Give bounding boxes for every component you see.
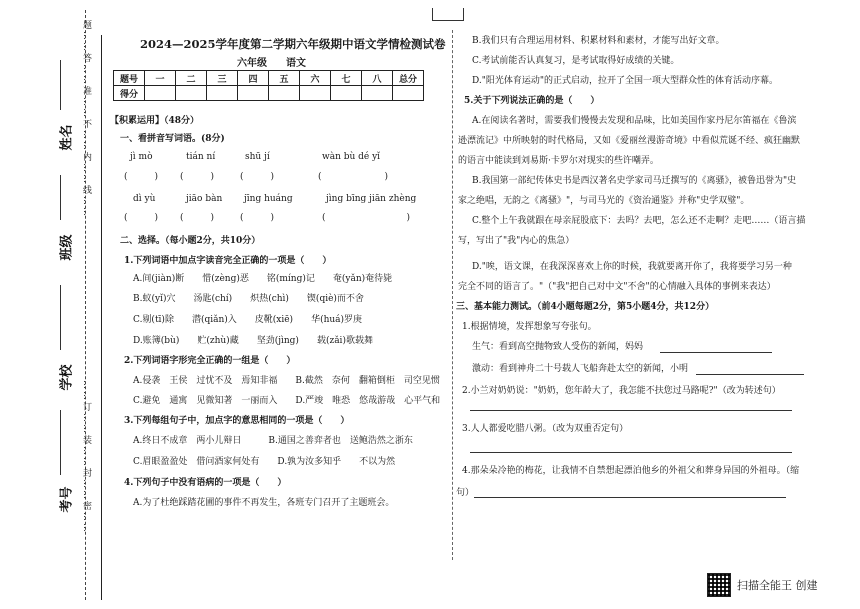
seal-text-top: 题……答……准……不……内……线…… bbox=[81, 20, 91, 218]
exam-number-label: 考号 bbox=[59, 486, 75, 513]
column-divider bbox=[452, 30, 453, 560]
answer-blank[interactable]: ( ) bbox=[180, 213, 215, 223]
answer-blank[interactable]: ( ) bbox=[124, 172, 159, 182]
class-field[interactable] bbox=[60, 175, 61, 220]
score-cell[interactable] bbox=[393, 86, 424, 101]
question-2-3: 3.下列每组句子中，加点字的意思相同的一项是（ ） bbox=[124, 416, 350, 426]
score-header-cell: 总分 bbox=[393, 71, 424, 86]
q2-5-a-line1[interactable]: A.在阅读名著时，需要我们慢慢去发现和品味，比如美国作家丹尼尔笛福在《鲁滨 bbox=[472, 116, 797, 126]
name-label: 姓名 bbox=[59, 124, 75, 151]
score-header-cell: 四 bbox=[238, 71, 269, 86]
answer-blank[interactable]: ( ) bbox=[124, 213, 159, 223]
score-header-cell: 六 bbox=[300, 71, 331, 86]
question-2-2: 2.下列词语字形完全正确的一组是（ ） bbox=[124, 356, 296, 366]
q2-4-option-a[interactable]: A.为了杜绝踩踏花圃的事件不再发生，各班专门召开了主题班会。 bbox=[133, 498, 395, 508]
q2-2-options-ab[interactable]: A.侵袭 王侯 过忧不及 焉知非福 B.截然 奈何 翻箱倒柜 司空见惯 bbox=[133, 376, 440, 386]
name-field[interactable] bbox=[60, 60, 61, 110]
q2-5-c-line2[interactable]: 写，写出了"我"内心的焦急） bbox=[458, 236, 575, 246]
pinyin-2: tián ní bbox=[186, 152, 216, 162]
q2-4-option-b[interactable]: B.我们只有合理运用材料、积累材料和素材，才能写出好文章。 bbox=[472, 36, 725, 46]
score-cell[interactable] bbox=[331, 86, 362, 101]
exam-number-field[interactable] bbox=[60, 410, 61, 475]
pinyin-3: shū jí bbox=[245, 152, 270, 162]
q2-3-options-cd[interactable]: C.眉眼盈盈处 借问酒家何处有 D.孰为汝多知乎 不以为然 bbox=[133, 457, 396, 467]
question-2-heading: 二、选择。（每小题2分，共10分） bbox=[120, 236, 261, 246]
pinyin-6: jiāo bàn bbox=[186, 194, 223, 204]
exam-title: 2024—2025学年度第二学期六年级期中语文学情检测试卷 bbox=[140, 37, 446, 51]
qr-code-icon bbox=[707, 573, 731, 597]
question-1-heading: 一、看拼音写词语。(8分) bbox=[120, 134, 225, 144]
q3-2-answer-line[interactable] bbox=[470, 410, 792, 411]
q3-1-a-answer-line[interactable] bbox=[660, 352, 772, 353]
score-header-cell: 一 bbox=[145, 71, 176, 86]
seal-text-bottom: ……订……装……封……密…… bbox=[81, 380, 91, 534]
score-table bbox=[113, 70, 424, 101]
q3-1-b-prompt: 激动：看到神舟二十号载人飞船奔赴太空的新闻，小明 bbox=[472, 364, 689, 374]
q3-4-answer-line[interactable] bbox=[474, 497, 786, 498]
seal-solid-line bbox=[101, 35, 102, 600]
binding-mark bbox=[432, 8, 464, 21]
question-3-4-end: 句） bbox=[456, 488, 475, 498]
question-3-4: 4.那朵朵冷艳的梅花，让我情不自禁想起漂泊他乡的外祖父和葬身异国的外祖母。（缩 bbox=[462, 466, 800, 476]
q2-1-option-b[interactable]: B.蚁(yǐ)穴 汤匙(chí) 炽热(chì) 锲(qiè)而不舍 bbox=[133, 294, 364, 304]
q2-2-options-cd[interactable]: C.避免 通寓 见微知著 一丽而入 D.严竣 唯恐 悠哉游哉 心平气和 bbox=[133, 396, 441, 406]
q2-5-a-line2[interactable]: 逊漂流记》中所映射的时代格局，又如《爱丽丝漫游奇境》中看似荒诞不经、疯狂幽默 bbox=[458, 136, 801, 146]
pinyin-1: jì mò bbox=[130, 152, 153, 162]
score-table-header-row bbox=[114, 71, 424, 86]
answer-blank[interactable]: ( ) bbox=[240, 172, 275, 182]
question-3-heading: 三、基本能力测试。（前4小题每题2分，第5小题4分，共12分） bbox=[456, 302, 715, 312]
score-cell[interactable] bbox=[269, 86, 300, 101]
scanner-watermark: 扫描全能王 创建 bbox=[737, 579, 818, 592]
section-heading: 【积累运用】（48分） bbox=[110, 116, 200, 126]
school-field[interactable] bbox=[60, 285, 61, 350]
score-cell[interactable] bbox=[145, 86, 176, 101]
school-label: 学校 bbox=[59, 364, 75, 391]
pinyin-8: jìng bīng jiān zhèng bbox=[326, 194, 417, 204]
score-cell[interactable] bbox=[176, 86, 207, 101]
q2-1-option-d[interactable]: D.账簿(bù) 贮(zhù)藏 坚劲(jìng) 载(zǎi)歌载舞 bbox=[133, 336, 373, 346]
q2-4-option-c[interactable]: C.考试前能否认真复习，是考试取得好成绩的关键。 bbox=[472, 56, 680, 66]
question-2-4: 4.下列句子中没有语病的一项是（ ） bbox=[124, 478, 287, 488]
score-header-cell: 七 bbox=[331, 71, 362, 86]
pinyin-7: jīng huáng bbox=[244, 194, 293, 204]
subject-label: 语文 bbox=[286, 58, 306, 69]
score-header-cell: 二 bbox=[176, 71, 207, 86]
question-2-5: 5.关于下列说法正确的是（ ） bbox=[464, 96, 600, 106]
score-row-label: 得分 bbox=[114, 86, 145, 101]
question-3-3: 3.人人都爱吃腊八粥。（改为双重否定句） bbox=[462, 424, 629, 434]
question-2-1: 1.下列词语中加点字读音完全正确的一项是（ ） bbox=[124, 256, 332, 266]
question-3-1: 1.根据情境，发挥想象写夸张句。 bbox=[462, 322, 597, 332]
score-header-cell: 题号 bbox=[114, 71, 145, 86]
question-3-2: 2.小兰对奶奶说："奶奶，您年龄大了，我怎能不扶您过马路呢?"（改为转述句） bbox=[462, 386, 781, 396]
score-header-cell: 五 bbox=[269, 71, 300, 86]
answer-blank[interactable]: ( ) bbox=[180, 172, 215, 182]
score-header-cell: 八 bbox=[362, 71, 393, 86]
answer-blank[interactable]: ( ) bbox=[322, 213, 411, 223]
score-cell[interactable] bbox=[207, 86, 238, 101]
answer-blank[interactable]: ( ) bbox=[318, 172, 389, 182]
score-cell[interactable] bbox=[238, 86, 269, 101]
q2-1-option-a[interactable]: A.间(jiàn)断 惜(zèng)恶 铭(míng)记 奄(yǎn)奄待毙 bbox=[133, 274, 393, 284]
q2-5-b-line2[interactable]: 家之绝唱，无韵之《离骚》"，与司马光的《资治通鉴》并称"史学双璧"。 bbox=[458, 196, 750, 206]
score-cell[interactable] bbox=[362, 86, 393, 101]
q2-5-d-line2[interactable]: 完全不同的语言了。"（"我"把自己对中文"不舍"的心情融入具体的事例来表达） bbox=[458, 282, 776, 292]
q3-1-a-prompt: 生气：看到高空抛物致人受伤的新闻，妈妈 bbox=[472, 342, 644, 352]
class-label: 班级 bbox=[59, 234, 75, 261]
pinyin-5: dì yù bbox=[133, 194, 156, 204]
score-cell[interactable] bbox=[300, 86, 331, 101]
q3-1-b-answer-line[interactable] bbox=[696, 374, 804, 375]
q2-5-c-line1[interactable]: C.整个上午我就跟在母亲屁股底下：去吗？去吧，怎么还不走啊？走吧……（语言描 bbox=[472, 216, 806, 226]
answer-blank[interactable]: ( ) bbox=[240, 213, 275, 223]
pinyin-4: wàn bù dé yǐ bbox=[322, 152, 381, 162]
q2-3-options-ab[interactable]: A.终日不成章 两小儿辩日 B.通国之善弈者也 送鲍浩然之浙东 bbox=[133, 436, 413, 446]
q2-5-b-line1[interactable]: B.我国第一部纪传体史书是西汉著名史学家司马迁撰写的《离骚》，被鲁迅誉为"史 bbox=[472, 176, 797, 186]
score-header-cell: 三 bbox=[207, 71, 238, 86]
q2-1-option-c[interactable]: C.剔(tī)除 潜(qiǎn)入 皮靴(xiē) 华(huá)罗庚 bbox=[133, 315, 363, 325]
q2-5-a-line3[interactable]: 的语言中能读到刘易斯·卡罗尔对现实的些许嘲弄。 bbox=[458, 156, 659, 166]
q2-5-d-line1[interactable]: D."唉，语文课，在我深深喜欢上你的时候，我就要离开你了，我将要学习另一种 bbox=[472, 262, 792, 272]
score-table-score-row bbox=[114, 86, 424, 101]
grade-label: 六年级 bbox=[237, 58, 267, 69]
q2-4-option-d[interactable]: D."阳光体育运动"的正式启动，拉开了全国一项大型群众性的体育活动序幕。 bbox=[472, 76, 779, 86]
q3-3-answer-line[interactable] bbox=[470, 452, 792, 453]
